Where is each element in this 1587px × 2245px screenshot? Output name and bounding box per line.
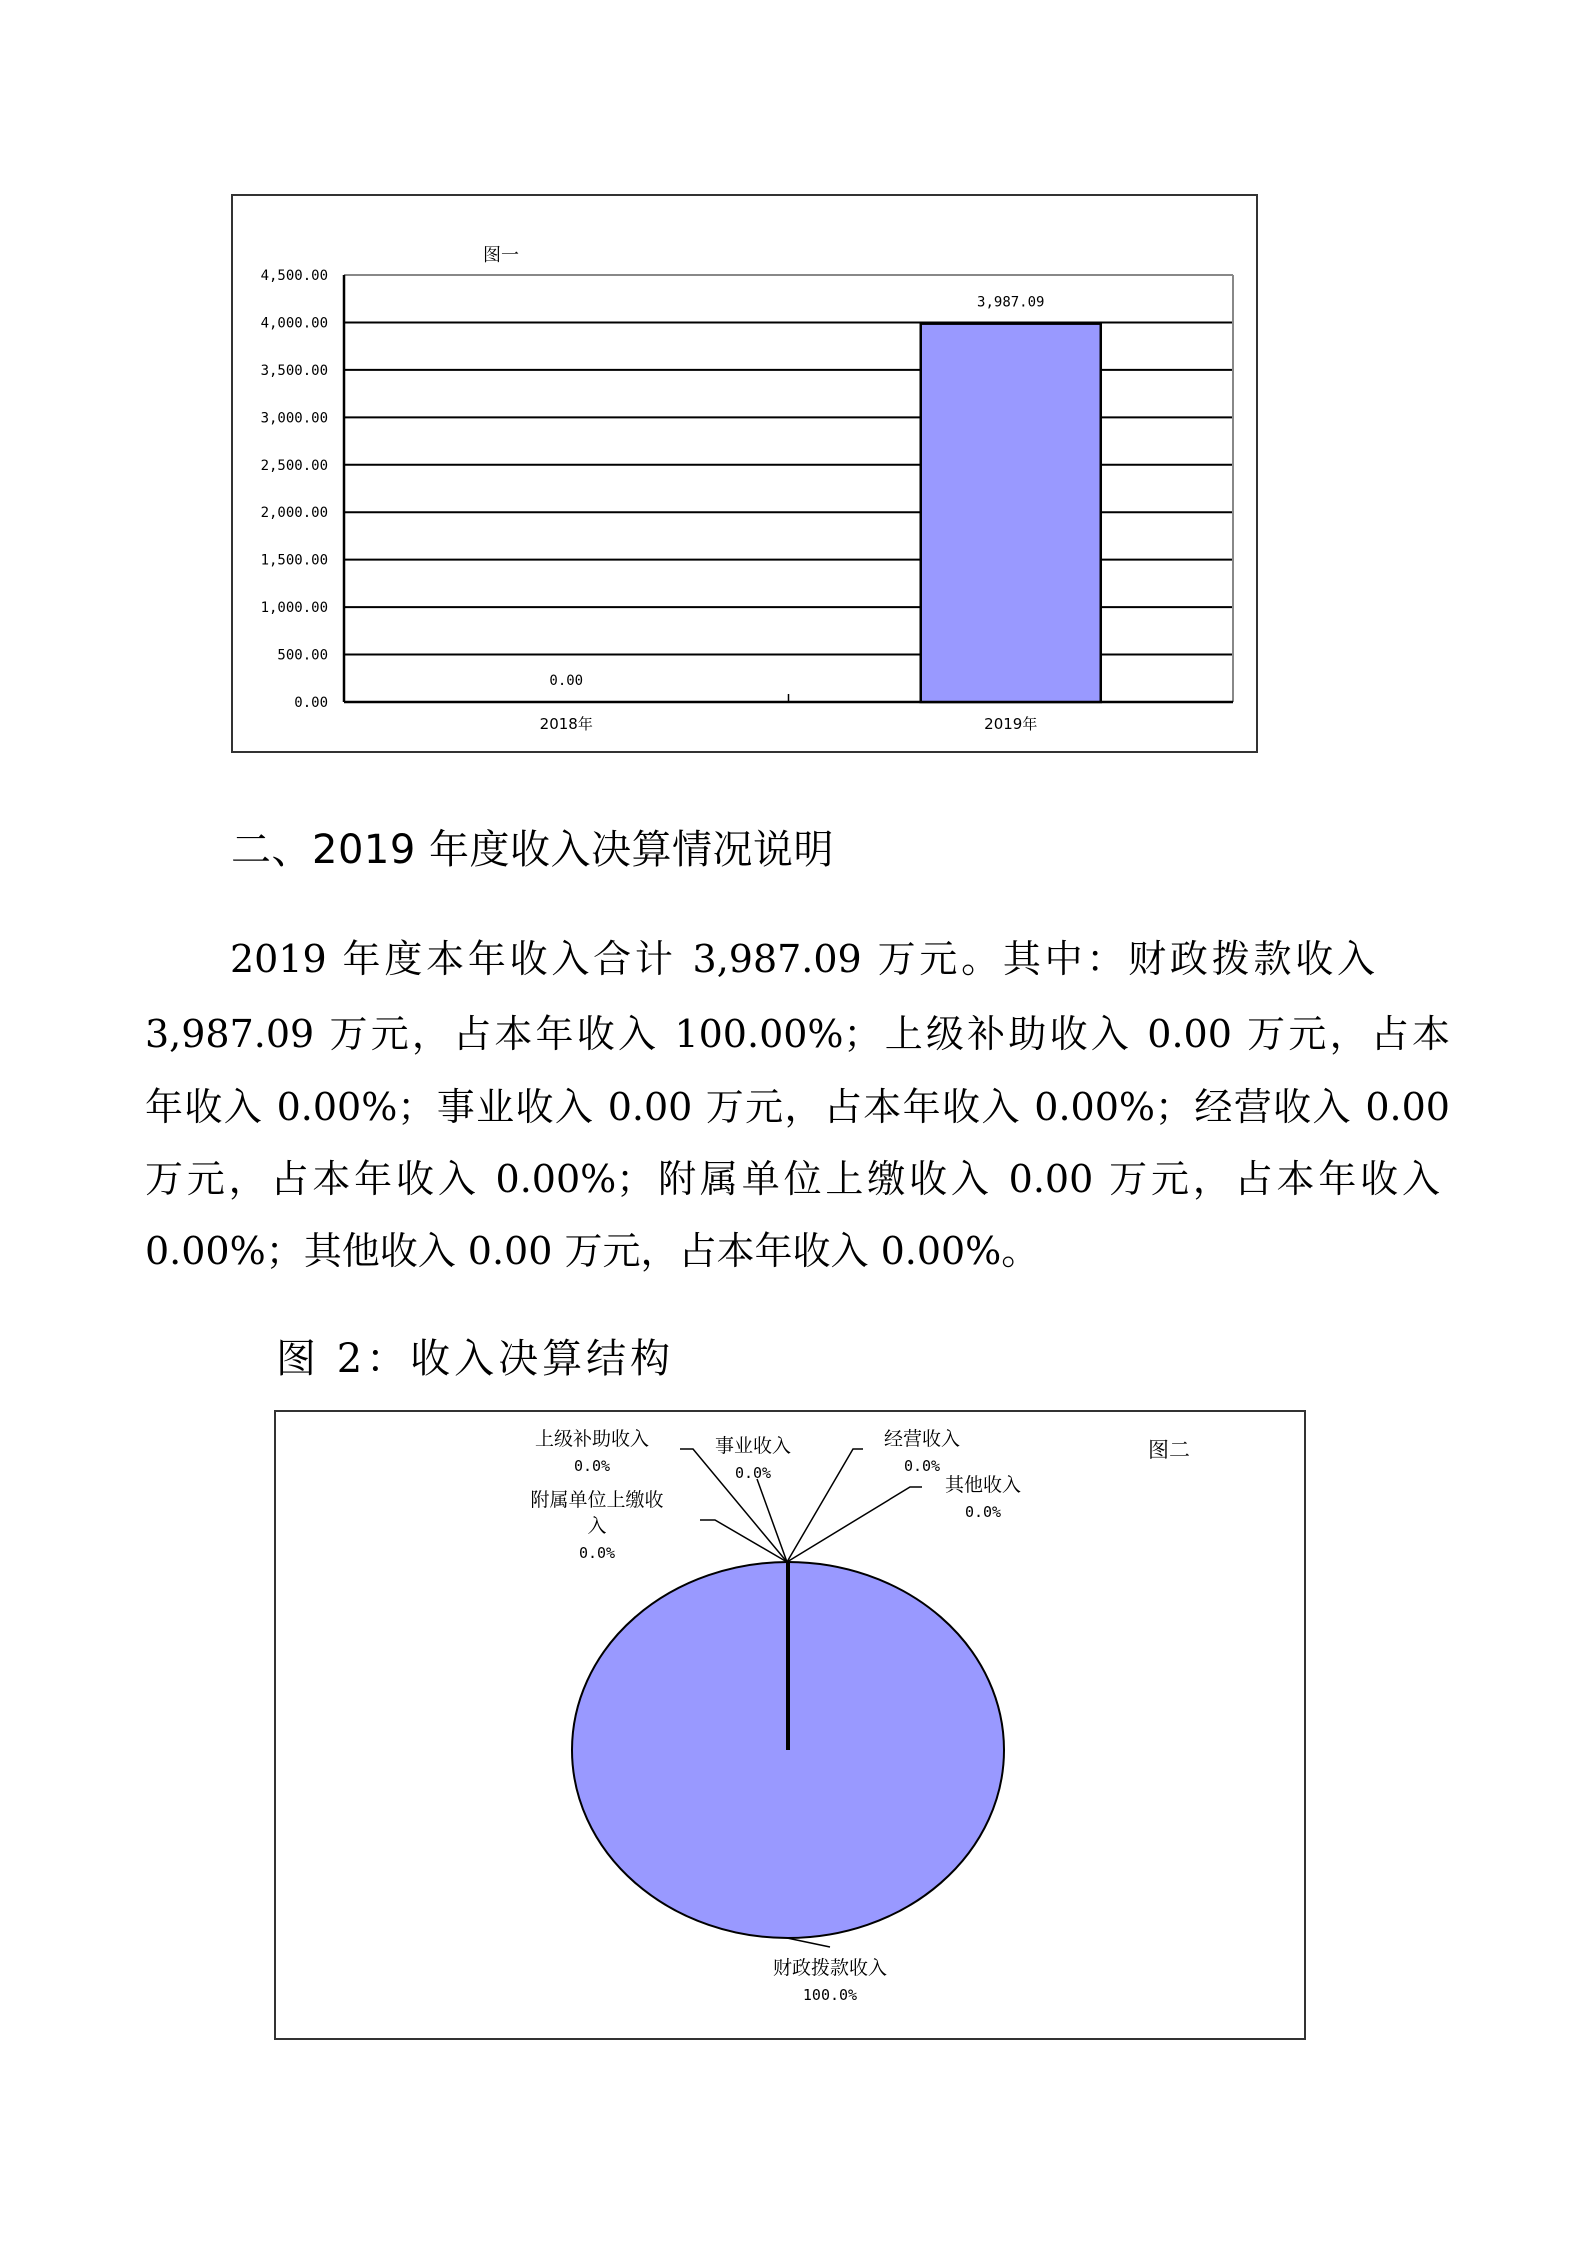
y-tick-label: 2,500.00: [260, 457, 328, 474]
data-label: 0.00: [549, 673, 584, 689]
slice-percent-label: 0.0%: [964, 1503, 1002, 1521]
y-tick-label: 0.00: [294, 695, 328, 711]
slice-label: 财政拨款收入: [772, 1957, 888, 1979]
leader-line: [757, 1479, 787, 1562]
y-tick-label: 4,500.00: [260, 268, 328, 284]
slice-label: 附属单位上缴收: [530, 1489, 664, 1511]
slice-percent-label: 0.0%: [573, 1457, 611, 1475]
slice-percent-label: 0.0%: [734, 1464, 772, 1482]
paragraph-line: 2019 年度本年收入合计 3,987.09 万元。其中：财政拨款收入: [230, 937, 1375, 981]
bar-chart-svg: [233, 196, 1256, 751]
leader-line: [787, 1449, 863, 1562]
slice-percent-label: 100.0%: [802, 1986, 858, 2004]
paragraph-line: 年收入 0.00%；事业收入 0.00 万元，占本年收入 0.00%；经营收入 0.00: [145, 1085, 1450, 1129]
figure-caption: 图 2：收入决算结构: [276, 1336, 675, 1382]
pie-chart-figure-2: [274, 1410, 1306, 2040]
slice-label: 事业收入: [714, 1435, 792, 1457]
x-tick-label: 2018年: [539, 715, 593, 733]
paragraph-line: 万元，占本年收入 0.00%；附属单位上缴收入 0.00 万元，占本年收入: [145, 1157, 1440, 1201]
bar-chart-figure-1: [231, 194, 1258, 753]
slice-percent-label: 0.0%: [578, 1544, 616, 1562]
pie-chart-svg: [276, 1412, 1304, 2038]
paragraph-line: 0.00%；其他收入 0.00 万元，占本年收入 0.00%。: [145, 1229, 1040, 1273]
slice-label: 上级补助收入: [534, 1428, 650, 1450]
chart-title: 图二: [1148, 1438, 1190, 1462]
y-tick-label: 3,500.00: [260, 362, 328, 379]
section-heading: 二、2019 年度收入决算情况说明: [231, 827, 835, 873]
slice-label: 入: [587, 1515, 607, 1537]
y-tick-label: 3,000.00: [260, 410, 328, 427]
slice-label: 其他收入: [944, 1474, 1022, 1496]
bar-2019年: [921, 324, 1101, 702]
y-tick-label: 1,500.00: [260, 552, 328, 569]
y-tick-label: 2,000.00: [260, 505, 328, 522]
y-tick-label: 4,000.00: [260, 315, 328, 332]
paragraph-line: 3,987.09 万元，占本年收入 100.00%；上级补助收入 0.00 万元，占本: [145, 1012, 1450, 1056]
leader-line: [787, 1487, 922, 1562]
slice-label: 经营收入: [883, 1428, 961, 1450]
leader-line: [787, 1938, 830, 1947]
y-tick-label: 1,000.00: [260, 600, 328, 617]
chart-title: 图一: [483, 245, 519, 266]
data-label: 3,987.09: [977, 294, 1045, 311]
x-tick-label: 2019年: [984, 715, 1038, 733]
y-tick-label: 500.00: [277, 647, 328, 664]
slice-percent-label: 0.0%: [903, 1457, 941, 1475]
